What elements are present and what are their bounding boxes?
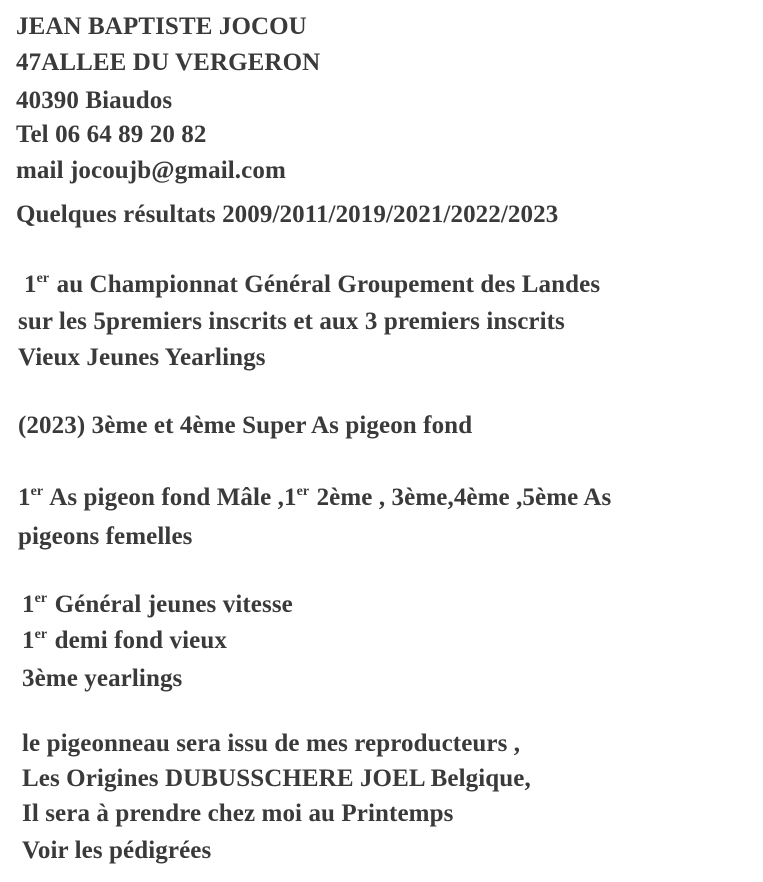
- rank-superscript: er: [34, 627, 48, 642]
- general-text-2: demi fond vieux: [48, 627, 227, 654]
- pigeonneau-line-3: Il sera à prendre chez moi au Printemps: [22, 800, 454, 827]
- results-heading: Quelques résultats 2009/2011/2019/2021/2022/2023: [16, 201, 559, 228]
- rank-number: 1: [22, 627, 35, 654]
- general-text-1: Général jeunes vitesse: [48, 591, 293, 618]
- super-as-line: (2023) 3ème et 4ème Super As pigeon fond: [18, 412, 473, 439]
- owner-email: mail jocoujb@gmail.com: [16, 157, 286, 184]
- championship-title: au Championnat Général Groupement des Landes: [50, 271, 601, 298]
- championship-line-1: [24, 270, 600, 304]
- owner-name: JEAN BAPTISTE JOCOU: [16, 13, 307, 40]
- championship-line-2: sur les 5premiers inscrits et aux 3 premiers inscrits: [18, 308, 565, 335]
- as-pigeon-text-a: As pigeon fond Mâle ,: [44, 484, 284, 511]
- general-line-1: [22, 590, 293, 624]
- pigeonneau-line-2: Les Origines DUBUSSCHERE JOEL Belgique,: [22, 765, 531, 792]
- owner-city: 40390 Biaudos: [16, 87, 173, 114]
- championship-line-3: Vieux Jeunes Yearlings: [18, 344, 266, 371]
- as-pigeon-text-b: 2ème , 3ème,4ème ,5ème As: [310, 484, 612, 511]
- rank-superscript: er: [30, 484, 44, 499]
- rank-number: 1: [22, 591, 35, 618]
- rank-superscript: er: [34, 591, 48, 606]
- as-pigeon-line-1: [18, 483, 611, 517]
- general-line-3: 3ème yearlings: [22, 665, 183, 692]
- general-line-2: [22, 626, 227, 660]
- rank-superscript: er: [296, 484, 310, 499]
- pigeonneau-line-4: Voir les pédigrées: [22, 837, 212, 864]
- as-pigeon-line-2: pigeons femelles: [18, 523, 193, 550]
- rank-number: 1: [283, 484, 297, 511]
- pigeonneau-line-1: le pigeonneau sera issu de mes reproducteurs ,: [22, 730, 521, 757]
- rank-number: 1: [24, 271, 37, 298]
- rank-number: 1: [18, 484, 31, 511]
- owner-street: 47ALLEE DU VERGERON: [16, 49, 321, 76]
- owner-phone: Tel 06 64 89 20 82: [16, 121, 207, 148]
- rank-superscript: er: [36, 271, 50, 286]
